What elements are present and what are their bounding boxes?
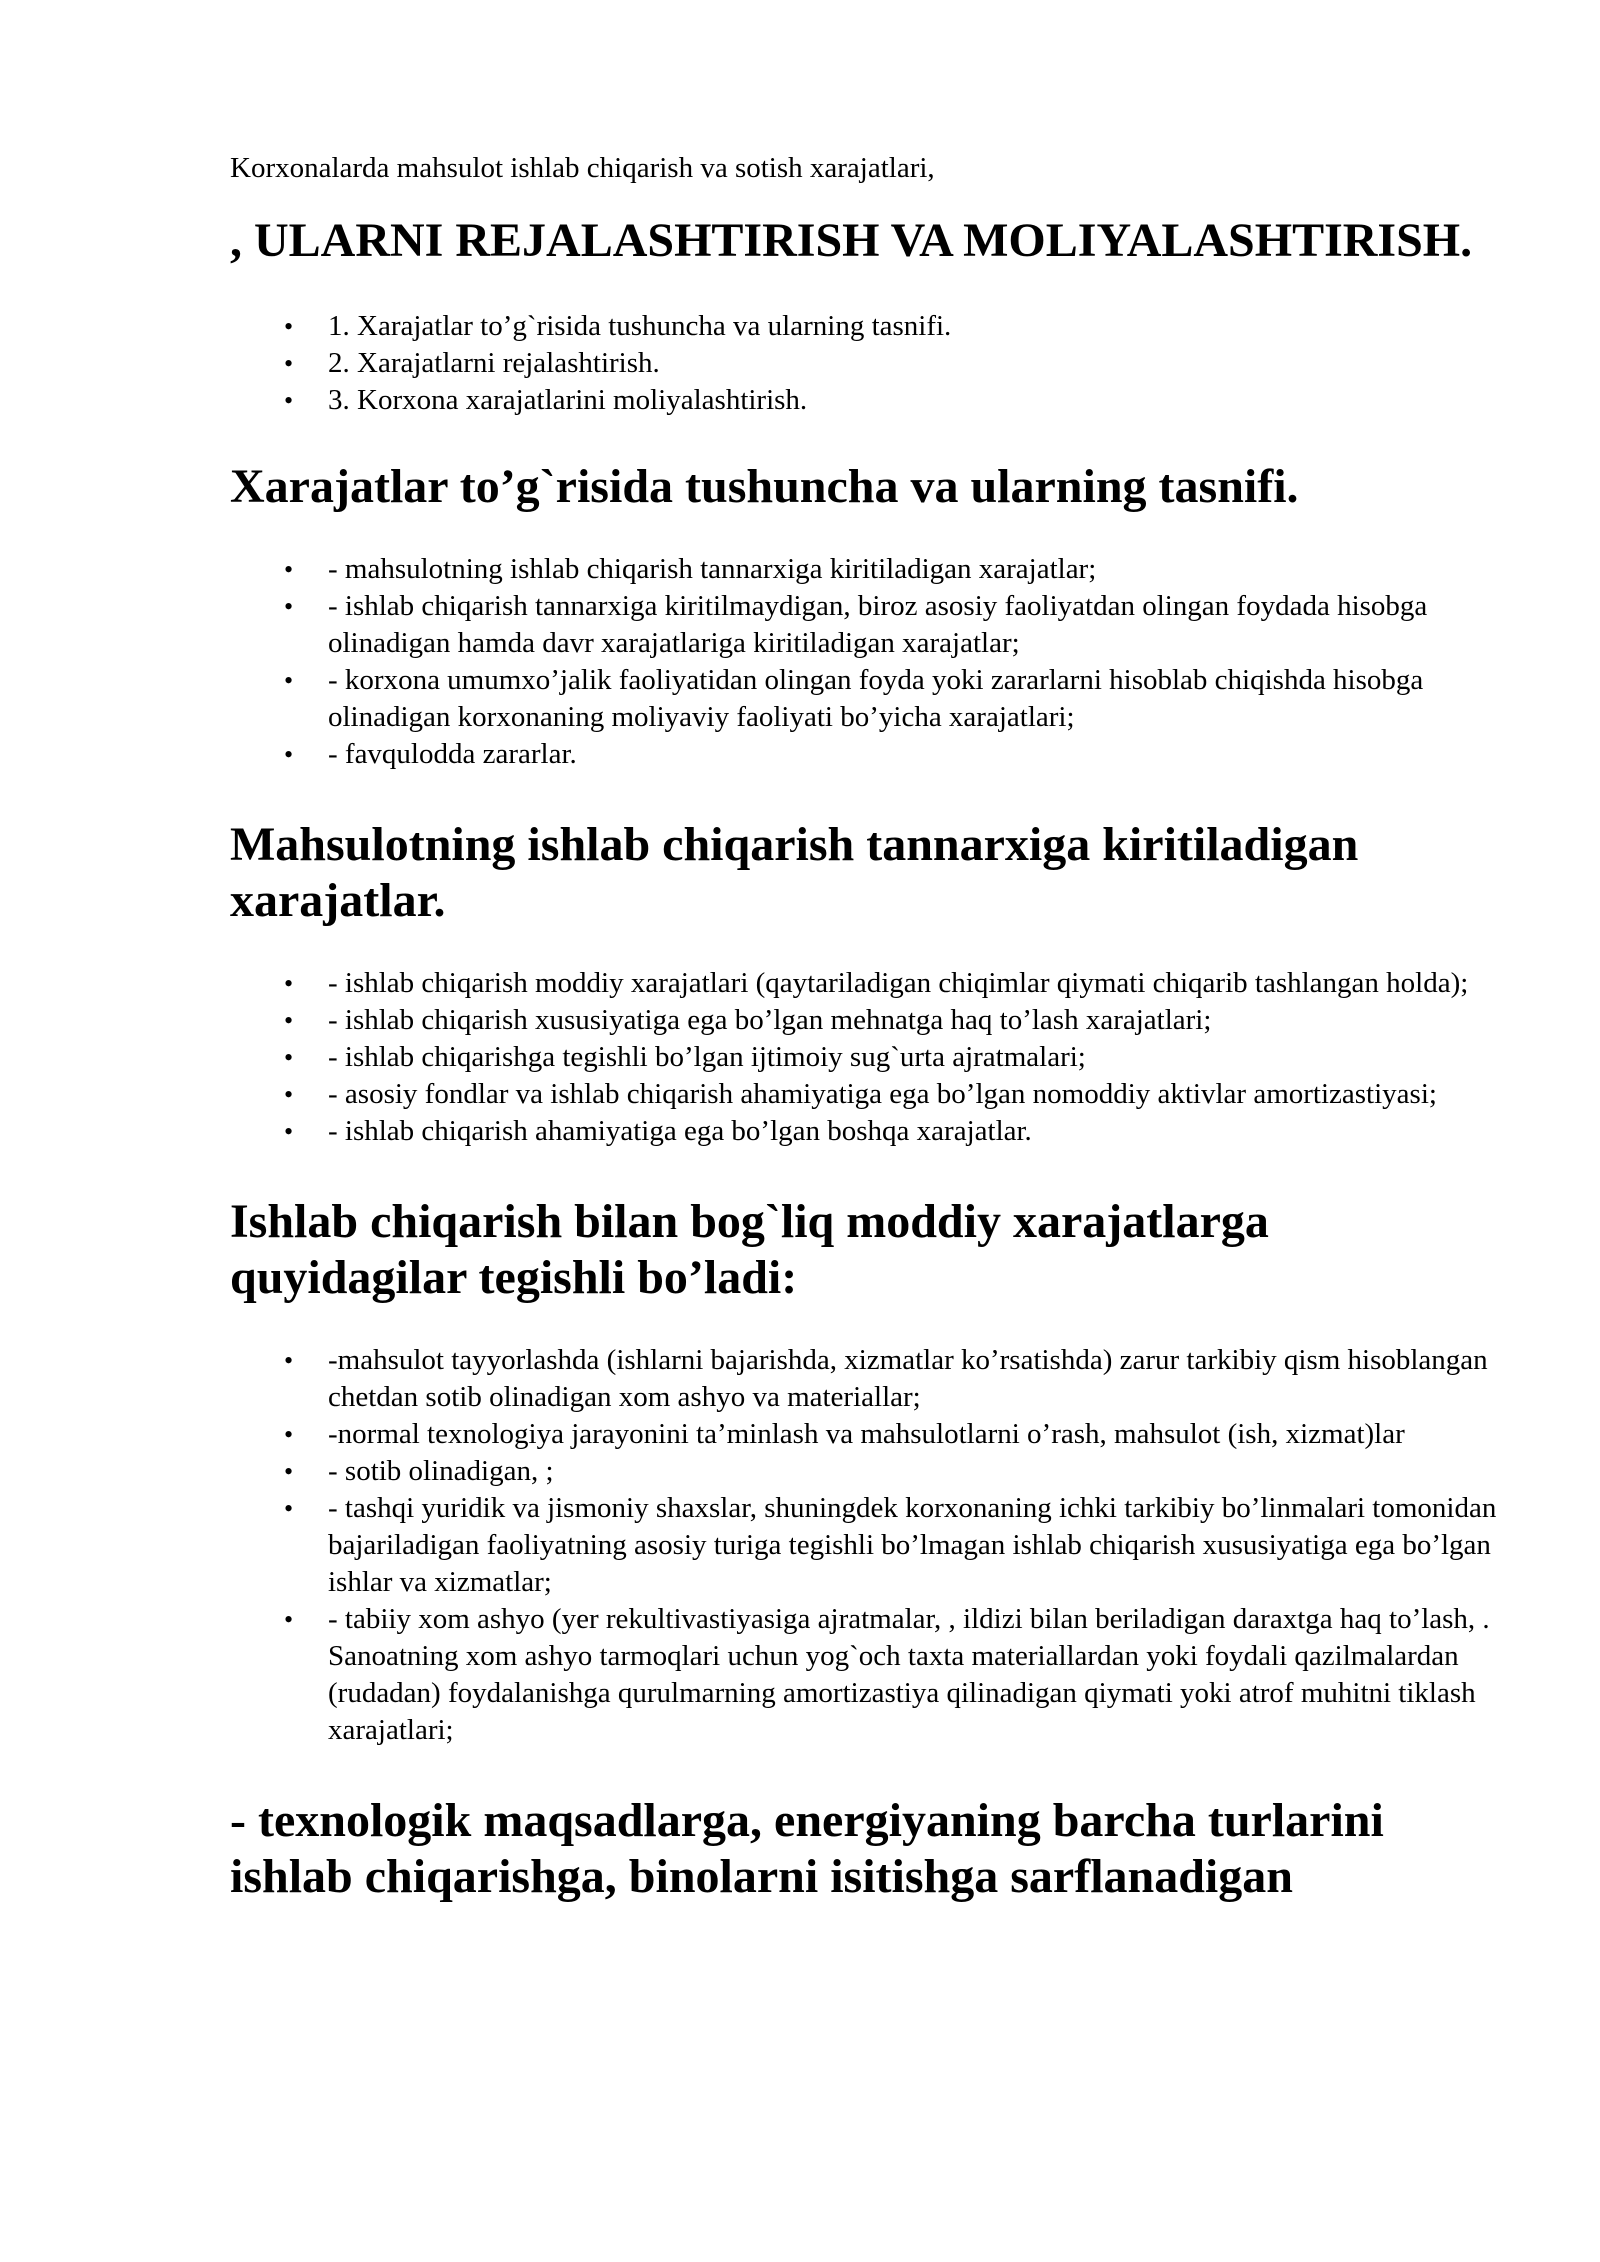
bullet-icon: •	[284, 1494, 294, 1523]
list-item: • -mahsulot tayyorlashda (ishlarni bajarishda, xizmatlar ko’rsatishda) zarur tarkibiy qism hisoblangan chetdan sotib olinadigan xom ashyo va materiallar;	[284, 1344, 1488, 1413]
bullet-icon: •	[284, 1605, 294, 1634]
section-heading: - texnologik maqsadlarga, energiyaning barcha turlarini ishlab chiqarishga, binolarni isitishga sarflanadigan	[230, 1794, 1384, 1903]
bullet-icon: •	[284, 349, 294, 378]
list-item: • - sotib olinadigan, ;	[230, 1453, 1500, 1490]
bullet-icon: •	[284, 555, 294, 584]
list-item: • 3. Korxona xarajatlarini moliyalashtirish.	[230, 382, 1500, 419]
list-item: • 1. Xarajatlar to’g`risida tushuncha va ularning tasnifi.	[230, 308, 1500, 345]
list-item: • - ishlab chiqarish moddiy xarajatlari (qaytariladigan chiqimlar qiymati chiqarib tashlangan holda);	[230, 965, 1500, 1002]
list-item: • - mahsulotning ishlab chiqarish tannarxiga kiritiladigan xarajatlar;	[230, 551, 1500, 588]
bullet-icon: •	[284, 1420, 294, 1449]
main-title: , ULARNI REJALASHTIRISH VA MOLIYALASHTIRISH.	[230, 214, 1473, 267]
list-item: • 2. Xarajatlarni rejalashtirish.	[230, 345, 1500, 382]
list-item: • - tabiiy xom ashyo (yer rekultivastiyasiga ajratmalar, , ildizi bilan beriladigan daraxtga haq to’lash, . Sanoatning xom ashyo tarmoqlari uchun yog`och taxta materiallardan yoki foydali qazilmalardan (rudadan) foydalanishga qurulmarning amortizastiya qilinadigan qiymati yoki atrof muhitni tiklash xarajatlari;	[284, 1603, 1490, 1746]
bullet-icon: •	[284, 386, 294, 415]
bullet-icon: •	[284, 312, 294, 341]
bullet-icon: •	[284, 1346, 294, 1375]
bullet-icon: •	[284, 1080, 294, 1109]
list-item: • - ishlab chiqarish tannarxiga kiritilmaydigan, biroz asosiy faoliyatdan olingan foydada hisobga olinadigan hamda davr xarajatlariga kiritiladigan xarajatlar;	[284, 590, 1428, 659]
list-item: • - korxona umumxo’jalik faoliyatidan olingan foyda yoki zararlarni hisoblab chiqishda hisobga olinadigan korxonaning moliyaviy faoliyati bo’yicha xarajatlari;	[284, 664, 1424, 733]
bullet-icon: •	[284, 1457, 294, 1486]
bullet-icon: •	[284, 1043, 294, 1072]
list-item: • - ishlab chiqarish xususiyatiga ega bo’lgan mehnatga haq to’lash xarajatlari;	[230, 1002, 1500, 1039]
section-list	[230, 965, 1500, 1150]
section-heading: Mahsulotning ishlab chiqarish tannarxiga kiritiladigan xarajatlar.	[230, 818, 1359, 927]
list-item: • - asosiy fondlar va ishlab chiqarish ahamiyatiga ega bo’lgan nomoddiy aktivlar amortizastiyasi;	[230, 1076, 1500, 1113]
bullet-icon: •	[284, 969, 294, 998]
outline-list	[230, 308, 1500, 419]
list-item: • - ishlab chiqarish ahamiyatiga ega bo’lgan boshqa xarajatlar.	[230, 1113, 1500, 1150]
list-item: • - ishlab chiqarishga tegishli bo’lgan ijtimoiy sug`urta ajratmalari;	[230, 1039, 1500, 1076]
list-item: • -normal texnologiya jarayonini ta’minlash va mahsulotlarni o’rash, mahsulot (ish, xizmat)lar	[230, 1416, 1500, 1453]
list-item: • - favqulodda zararlar.	[230, 736, 1500, 773]
section-heading: Xarajatlar to’g`risida tushuncha va ularning tasnifi.	[230, 460, 1299, 513]
bullet-icon: •	[284, 1006, 294, 1035]
list-item: • - tashqi yuridik va jismoniy shaxslar, shuningdek korxonaning ichki tarkibiy bo’linmalari tomonidan bajariladigan faoliyatning asosiy turiga tegishli bo’lmagan ishlab chiqarish xususiyatiga ega bo’lgan ishlar va xizmatlar;	[284, 1492, 1497, 1598]
document-page	[230, 150, 1500, 1941]
bullet-icon: •	[284, 592, 294, 621]
section-heading: Ishlab chiqarish bilan bog`liq moddiy xarajatlarga quyidagilar tegishli bo’ladi:	[230, 1195, 1269, 1304]
intro-line: Korxonalarda mahsulot ishlab chiqarish va sotish xarajatlari,	[230, 152, 935, 184]
bullet-icon: •	[284, 1117, 294, 1146]
section-list	[230, 1342, 1500, 1749]
bullet-icon: •	[284, 740, 294, 769]
section-list	[230, 551, 1500, 773]
bullet-icon: •	[284, 666, 294, 695]
